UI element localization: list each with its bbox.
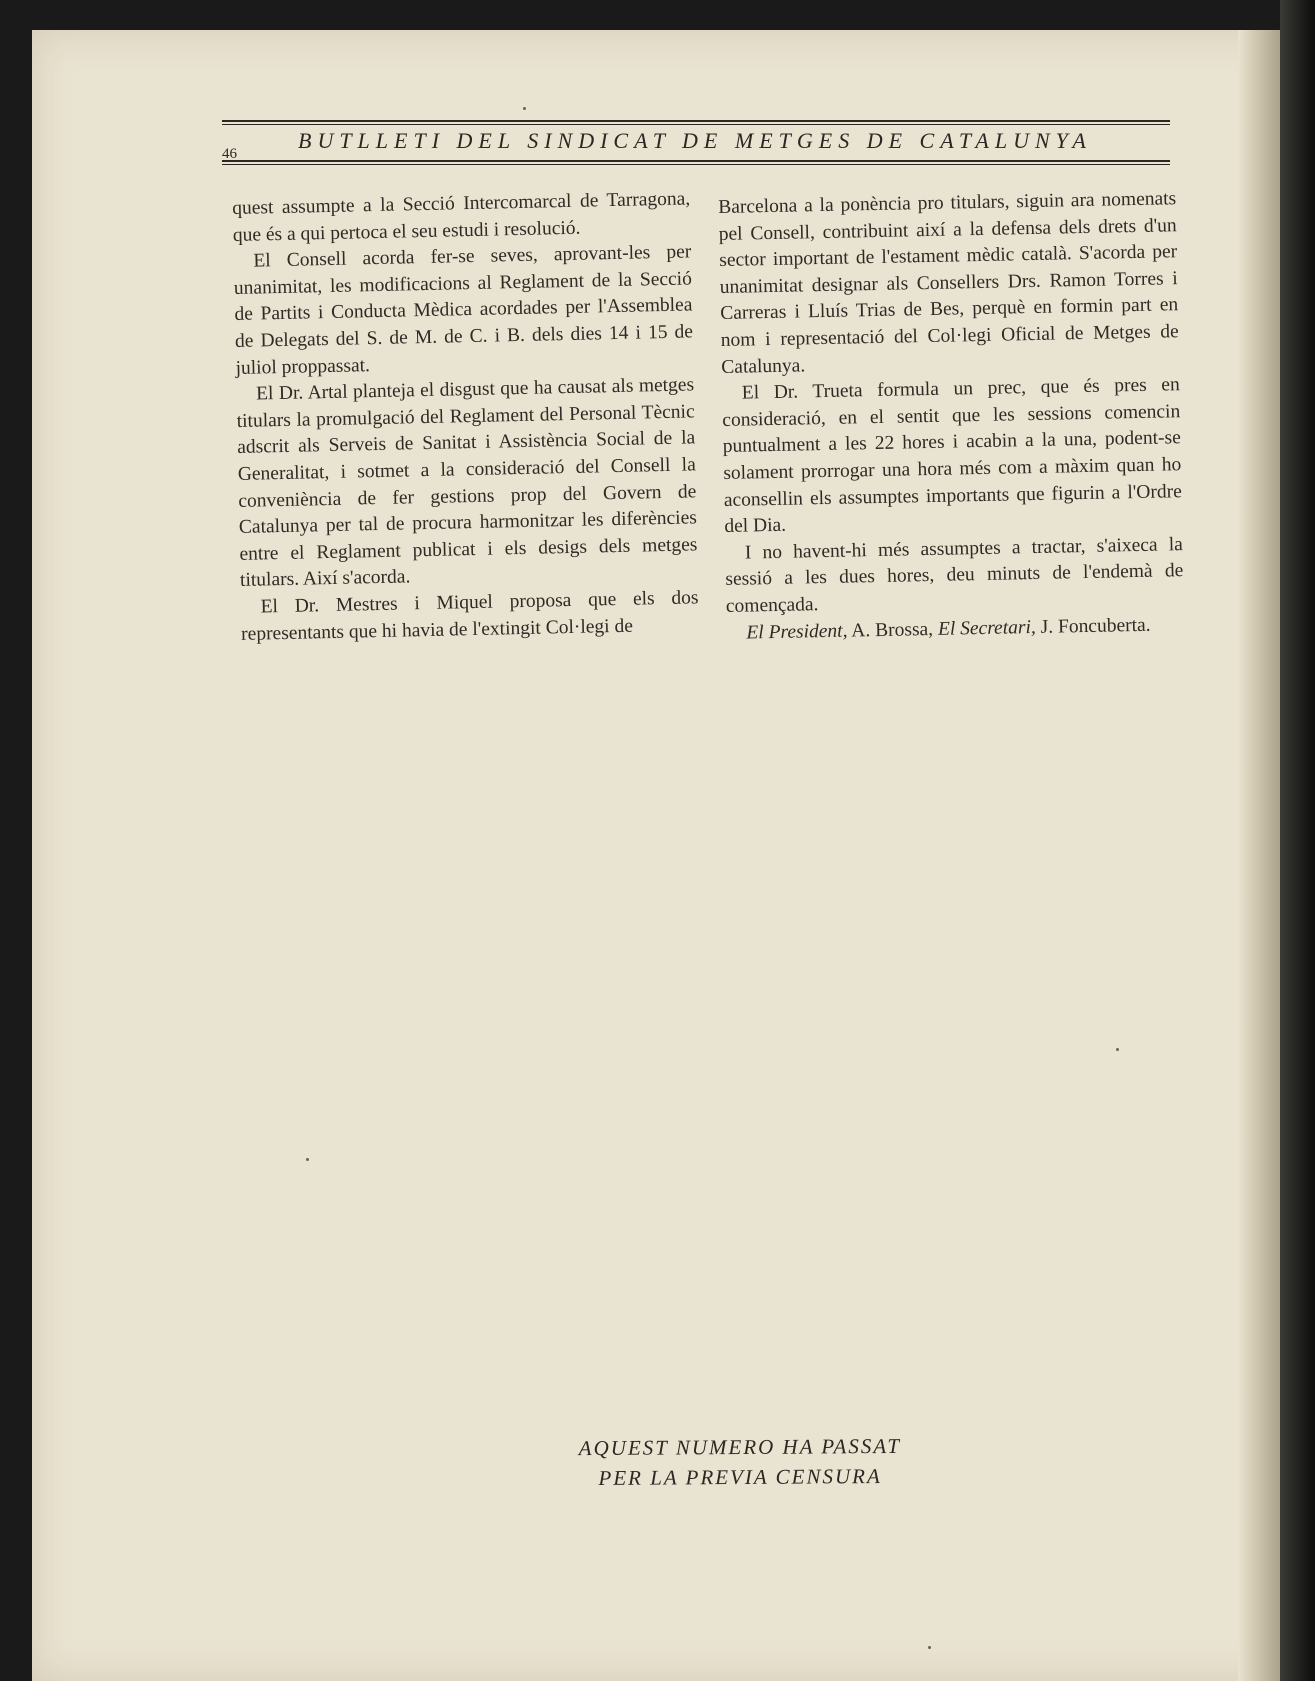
president-label: El President, (746, 620, 848, 644)
running-title: BUTLLETI DEL SINDICAT DE METGES DE CATALUNYA (298, 128, 1092, 153)
paragraph: quest assumpte a la Secció Intercomarcal de Tarragona, que és a qui pertoca el seu estudi i resolució. (232, 188, 691, 246)
paper-speck (928, 1646, 931, 1649)
censorship-line-2: PER LA PREVIA CENSURA (598, 1464, 882, 1490)
censorship-line-1: AQUEST NUMERO HA PASSAT (578, 1433, 902, 1461)
page-number: 46 (222, 146, 237, 162)
president-name: A. Brossa, (851, 618, 934, 642)
header-rule-top-thin (222, 124, 1170, 125)
header-rule-bottom-thin (222, 164, 1170, 165)
paper-speck (306, 1158, 309, 1161)
header-rule-bottom (222, 160, 1170, 162)
paragraph: El Dr. Trueta formula un prec, que és pres en consideració, en el sentit que les sessions comencin puntualment a les 22 hores i acabin a la una, podent-se solament prorrogar una hora més com a màxim quan ho aconsellin els assumptes importants que figurin a l'Ordre del Dia. (722, 374, 1182, 538)
paragraph: Barcelona a la ponència pro titulars, siguin ara nomenats pel Consell, contribuint així a la defensa dels drets d'un sector important de l'estament mèdic català. S'acorda per unanimitat designar als Consellers Drs. Ramon Torres i Carreras i Lluís Trias de Bes, perquè en formin part en nom i representació del Col·legi Oficial de Metges de Catalunya. (718, 188, 1179, 378)
paragraph: El Dr. Artal planteja el disgust que ha causat als metges titulars la promulgació del Reglament del Personal Tècnic adscrit als Serveis de Sanitat i Assistència Social de la Generalitat, i sotmet a la consideració del Consell la conveniència de fer gestions prop del Govern de Catalunya per tal de procura harmonitzar les diferències entre el Reglament publicat i els desigs dels metges titulars. Així s'acorda. (236, 374, 698, 592)
right-column (718, 186, 1185, 647)
paragraph: El Dr. Mestres i Miquel proposa que els dos representants que hi havia de l'extingit Col·legi de (240, 587, 699, 645)
censorship-notice (470, 1430, 1010, 1494)
paper-speck (523, 107, 526, 110)
paper-speck (1116, 1048, 1119, 1051)
left-column (232, 186, 699, 648)
secretary-name: J. Foncuberta. (1040, 614, 1151, 638)
book-spine-shadow (1238, 30, 1282, 1681)
scan-border (1280, 0, 1315, 1681)
paragraph: El Consell acorda fer-se seves, aprovant-les per unanimitat, les modificacions al Reglament de la Secció de Partits i Conducta Mèdica acordades per l'Assemblea de Delegats del S. de M. de C. i B. dels dies 14 i 15 de juliol proppassat. (233, 241, 694, 379)
paragraph: I no havent-hi més assumptes a tractar, s'aixeca la sessió a les dues hores, deu minuts de l'endemà de començada. (725, 533, 1184, 617)
running-header (222, 104, 1170, 166)
secretary-label: El Secretari, (937, 616, 1036, 640)
header-rule-top (222, 120, 1170, 122)
